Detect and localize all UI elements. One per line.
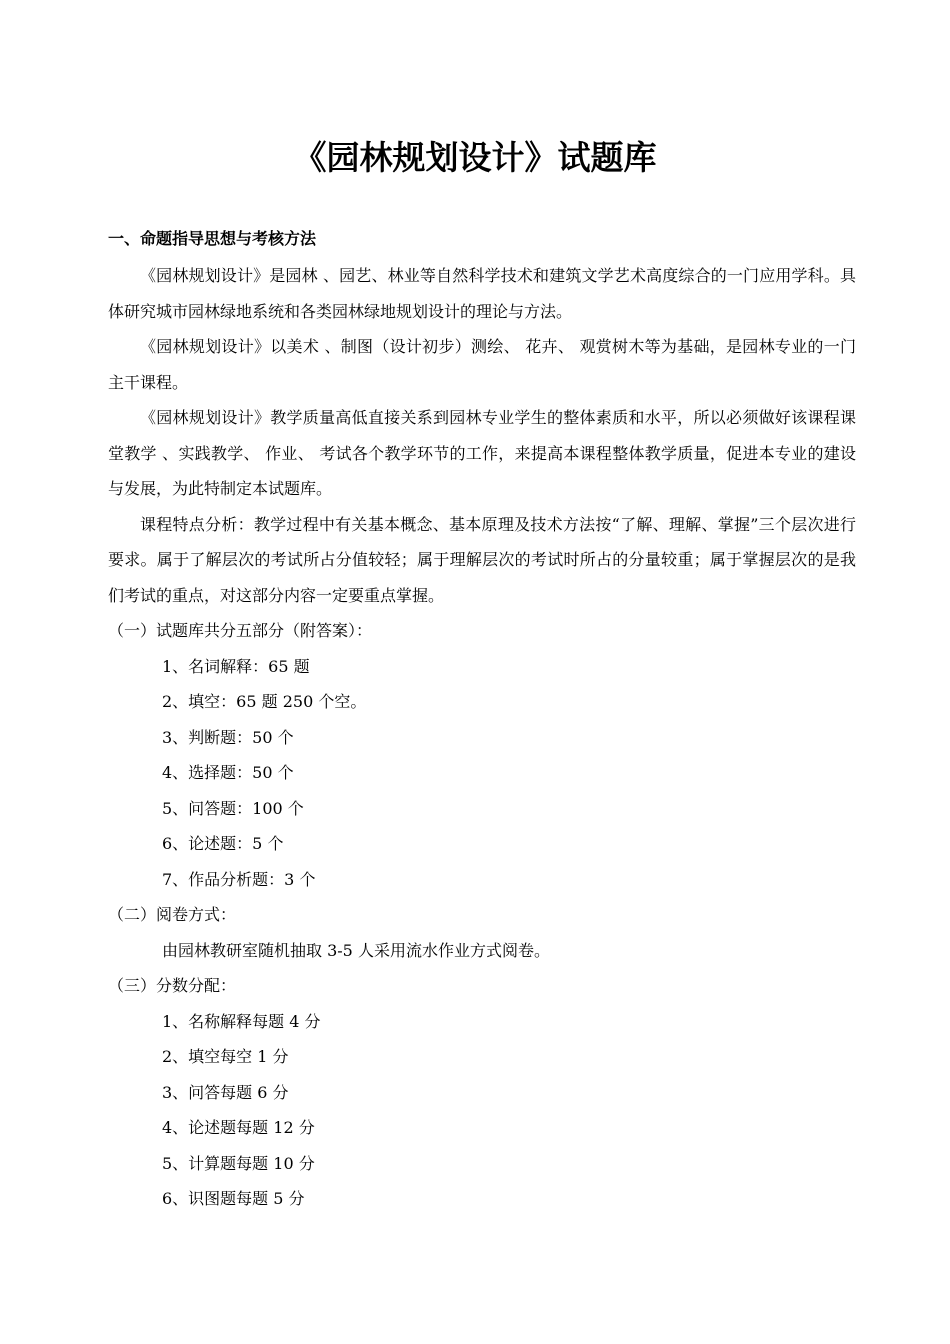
grading-method-text: 由园林教研室随机抽取 3-5 人采用流水作业方式阅卷。 xyxy=(162,940,550,960)
list-item: 3、问答每题 6 分 xyxy=(162,1082,289,1102)
list-item: 7、作品分析题：3 个 xyxy=(162,869,316,889)
list-item: 2、填空每空 1 分 xyxy=(162,1047,289,1066)
list-item: 6、识图题每题 5 分 xyxy=(162,1189,305,1208)
analysis-paragraph: 课程特点分析：教学过程中有关基本概念、基本原理及技术方法按“了解、理解、掌握”三个层次进行要求。属于了解层次的考试所占分值较轻；属于理解层次的考试时所占的分量较重；属于掌握层次的是我们考试的重点，对这部分内容一定要重点掌握。 xyxy=(108,514,856,605)
section-heading: 一、命题指导思想与考核方法 xyxy=(108,229,317,248)
list-item: 4、选择题：50 个 xyxy=(162,763,294,782)
list-item: 5、问答题：100 个 xyxy=(162,798,304,818)
list-item: 3、判断题：50 个 xyxy=(162,727,294,747)
document-body xyxy=(108,258,856,1217)
list-item: 6、论述题：5 个 xyxy=(162,834,284,853)
list-item: 1、名词解释：65 题 xyxy=(162,656,310,676)
list-item: 1、名称解释每题 4 分 xyxy=(162,1011,321,1031)
score-distribution-list xyxy=(108,1004,856,1217)
list-item: 2、填空：65 题 250 个空。 xyxy=(162,692,367,711)
quality-paragraph: 《园林规划设计》教学质量高低直接关系到园林专业学生的整体素质和水平，所以必须做好该课程课堂教学 、实践教学、 作业、 考试各个教学环节的工作，来提高本课程整体教学质量，促进本专业的建设与发展，为此特制定本试题库。 xyxy=(108,408,856,498)
question-bank-heading: （一）试题库共分五部分（附答案）： xyxy=(108,621,373,640)
list-item: 5、计算题每题 10 分 xyxy=(162,1153,315,1173)
document-title: 《园林规划设计》试题库 xyxy=(293,138,657,177)
list-item: 4、论述题每题 12 分 xyxy=(162,1118,315,1137)
grading-method-heading: （二）阅卷方式： xyxy=(108,905,237,924)
score-distribution-heading: （三）分数分配： xyxy=(108,976,237,995)
foundation-paragraph: 《园林规划设计》以美术 、制图（设计初步）测绘、 花卉、 观赏树木等为基础，是园林专业的一门主干课程。 xyxy=(108,337,856,392)
question-type-list xyxy=(108,649,856,898)
intro-paragraph: 《园林规划设计》是园林 、园艺、林业等自然科学技术和建筑文学艺术高度综合的一门应用学科。具体研究城市园林绿地系统和各类园林绿地规划设计的理论与方法。 xyxy=(108,266,856,321)
